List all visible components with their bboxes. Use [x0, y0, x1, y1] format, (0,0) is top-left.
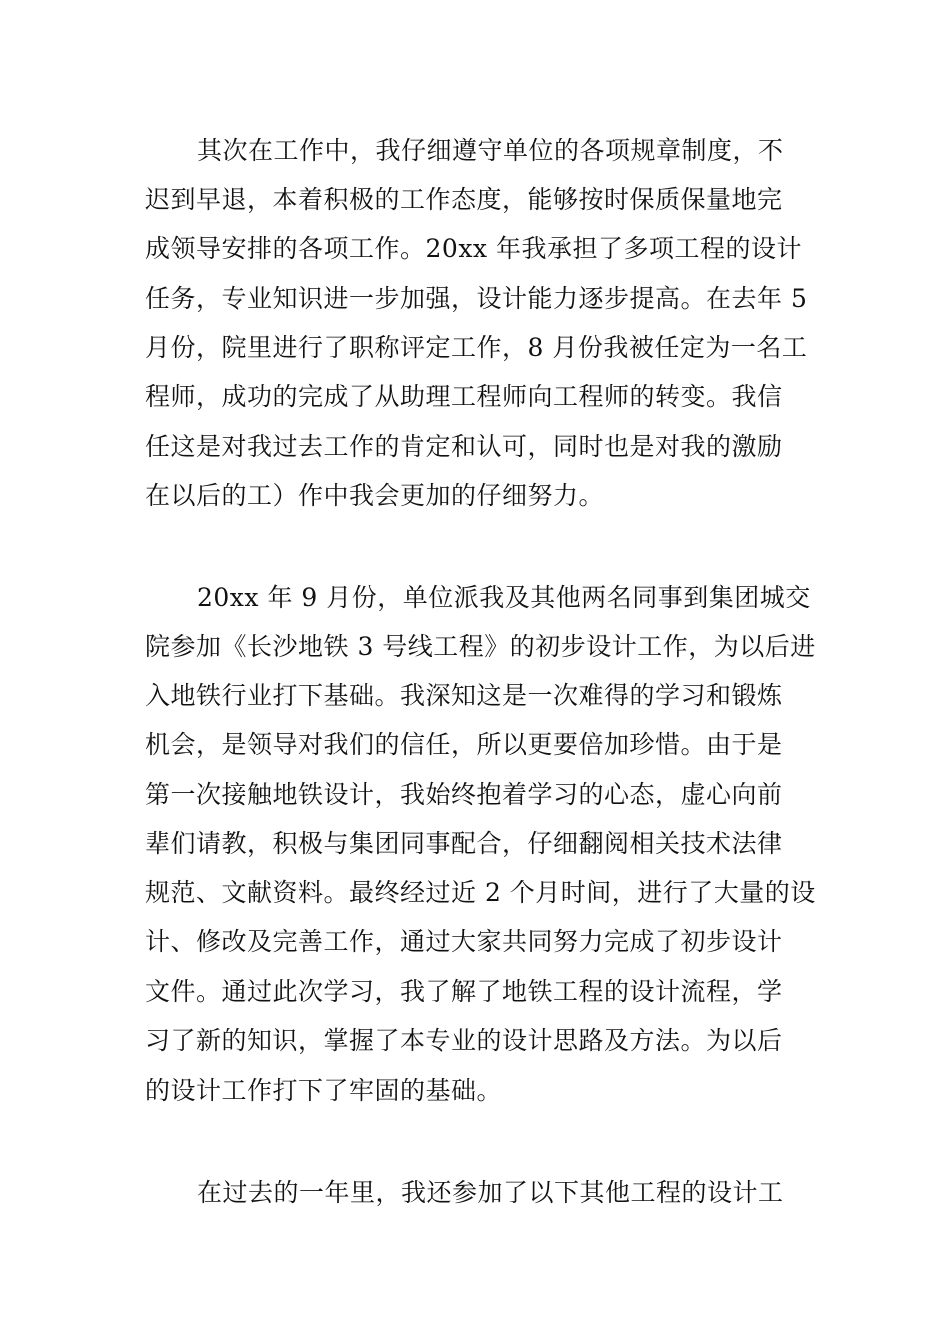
paragraph-line: 院参加《长沙地铁 3 号线工程》的初步设计工作，为以后进	[145, 632, 816, 661]
paragraph-line: 的设计工作打下了牢固的基础。	[145, 1076, 503, 1105]
paragraph-line: 20xx 年 9 月份，单位派我及其他两名同事到集团城交	[197, 583, 811, 612]
paragraph-line: 规范、文献资料。最终经过近 2 个月时间，进行了大量的设	[145, 878, 816, 907]
paragraph-line: 在以后的工）作中我会更加的仔细努力。	[145, 481, 605, 510]
paragraph-line: 迟到早退，本着积极的工作态度，能够按时保质保量地完	[145, 185, 783, 214]
paragraph-line: 计、修改及完善工作，通过大家共同努力完成了初步设计	[145, 927, 783, 956]
paragraph-line: 程师，成功的完成了从助理工程师向工程师的转变。我信	[145, 382, 783, 411]
paragraph-line: 月份，院里进行了职称评定工作，8 月份我被任定为一名工	[145, 333, 808, 362]
paragraph-line: 其次在工作中，我仔细遵守单位的各项规章制度，不	[197, 136, 784, 165]
paragraph-line: 在过去的一年里，我还参加了以下其他工程的设计工	[197, 1178, 784, 1207]
paragraph-line: 第一次接触地铁设计，我始终抱着学习的心态，虚心向前	[145, 780, 783, 809]
paragraph-line: 文件。通过此次学习，我了解了地铁工程的设计流程，学	[145, 977, 783, 1006]
paragraph-line: 机会，是领导对我们的信任，所以更要倍加珍惜。由于是	[145, 730, 783, 759]
paragraph-line: 入地铁行业打下基础。我深知这是一次难得的学习和锻炼	[145, 681, 783, 710]
paragraph-line: 辈们请教，积极与集团同事配合，仔细翻阅相关技术法律	[145, 829, 783, 858]
paragraph-line: 任务，专业知识进一步加强，设计能力逐步提高。在去年 5	[145, 284, 808, 313]
paragraph-line: 习了新的知识，掌握了本专业的设计思路及方法。为以后	[145, 1026, 783, 1055]
paragraph-line: 成领导安排的各项工作。20xx 年我承担了多项工程的设计	[145, 234, 802, 263]
paragraph-line: 任这是对我过去工作的肯定和认可，同时也是对我的激励	[145, 432, 783, 461]
